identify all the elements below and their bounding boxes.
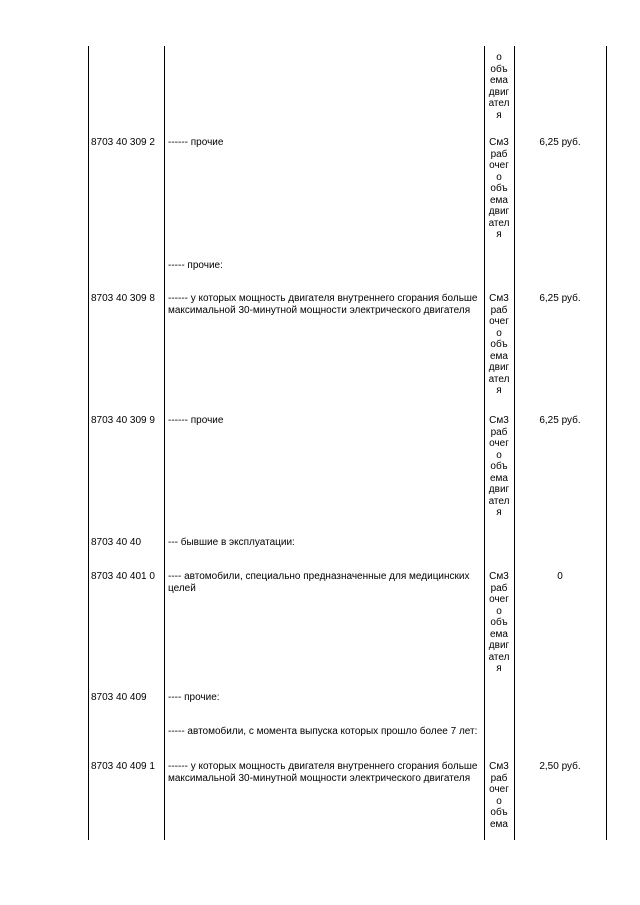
tariff-description: ------ прочие xyxy=(168,415,224,426)
tariff-description: ------ прочие xyxy=(168,137,224,148)
duty-rate: 0 xyxy=(557,571,563,582)
tariff-code: 8703 40 309 9 xyxy=(91,415,155,426)
duty-rate: 6,25 руб. xyxy=(539,137,581,148)
duty-rate: 6,25 руб. xyxy=(539,415,581,426)
unit-cell: См3 раб очег о объ ема xyxy=(489,761,509,830)
tariff-description: --- бывшие в эксплуатации: xyxy=(168,537,295,548)
tariff-code: 8703 40 409 xyxy=(91,692,147,703)
tariff-code: 8703 40 309 8 xyxy=(91,293,155,304)
column-divider-code xyxy=(164,46,165,840)
tariff-description: ----- автомобили, с момента выпуска которых прошло более 7 лет: xyxy=(168,726,478,737)
tariff-description: ------ у которых мощность двигателя внутреннего сгорания больше максимальной 30-минутной мощности электрического двигателя xyxy=(168,293,478,316)
duty-rate: 6,25 руб. xyxy=(539,293,581,304)
unit-cell: См3 раб очег о объ ема двиг ател я xyxy=(488,137,510,240)
tariff-code: 8703 40 309 2 xyxy=(91,137,155,148)
tariff-description: ---- автомобили, специально предназначенные для медицинских целей xyxy=(168,571,470,594)
unit-cell: См3 раб очег о объ ема двиг ател я xyxy=(488,571,510,674)
duty-rate: 2,50 руб. xyxy=(539,761,581,772)
tariff-code: 8703 40 40 xyxy=(91,537,142,548)
tariff-code: 8703 40 401 0 xyxy=(91,571,155,582)
tariff-code: 8703 40 409 1 xyxy=(91,761,155,772)
column-divider-unit xyxy=(514,46,515,840)
tariff-description: ------ у которых мощность двигателя внутреннего сгорания больше максимальной 30-минутной мощности электрического двигателя xyxy=(168,761,478,784)
unit-cell-continued: о объ ема двиг ател я xyxy=(488,52,510,121)
tariff-description: ---- прочие: xyxy=(168,692,220,703)
table-border-right xyxy=(606,46,607,840)
unit-cell: См3 раб очег о объ ема двиг ател я xyxy=(488,415,510,518)
table-border-left xyxy=(88,46,89,840)
tariff-description: ----- прочие: xyxy=(168,260,223,271)
unit-cell: См3 раб очег о объ ема двиг ател я xyxy=(488,293,510,396)
